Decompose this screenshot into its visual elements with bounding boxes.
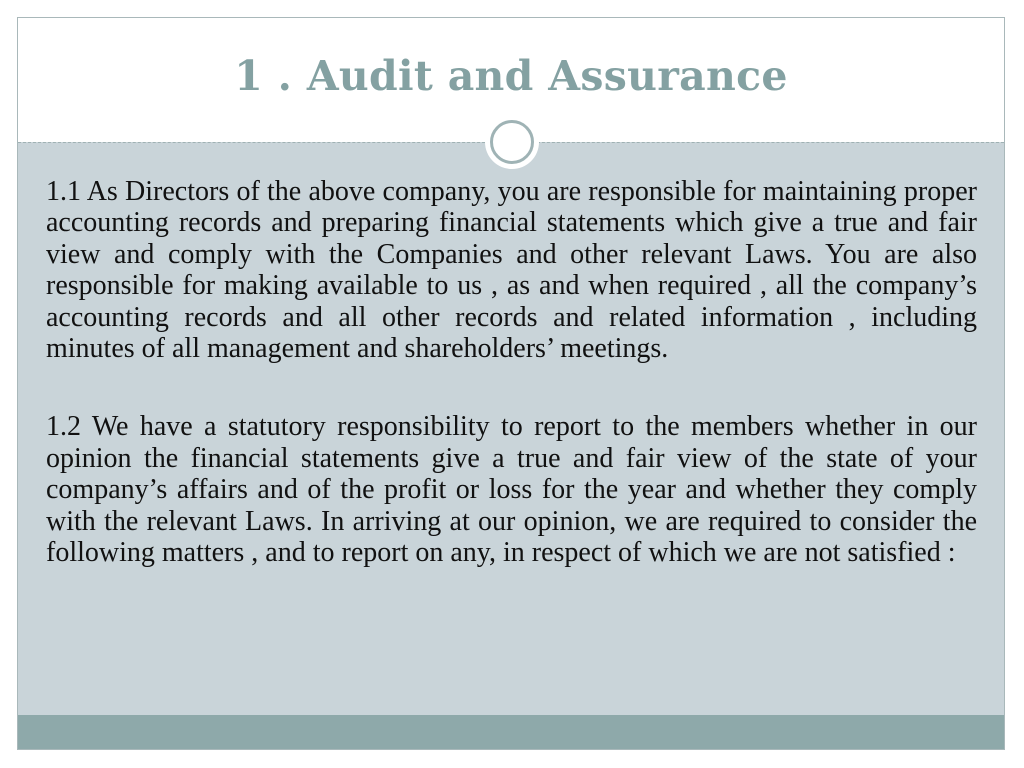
paragraph-1-1: 1.1 As Directors of the above company, you are responsible for maintaining proper accounting records and preparing financial statements which give a true and fair view and comply with the Companies and other relevant Laws. You are also responsible for making available to us , as and when required , all the company’s accounting records and all other records and related information , including minutes of all management and shareholders’ meetings. [46, 176, 977, 365]
slide [17, 17, 1005, 750]
footer-bar [18, 715, 1004, 749]
ornament-ring [490, 120, 534, 164]
slide-title: 1 . Audit and Assurance [234, 52, 788, 100]
circle-ornament-icon [485, 115, 539, 169]
slide-body [46, 176, 977, 568]
paragraph-1-2: 1.2 We have a statutory responsibility to report to the members whether in our opinion the financial statements give a true and fair view of the state of your company’s affairs and of the profit or loss for the year and whether they comply with the relevant Laws. In arriving at our opinion, we are required to consider the following matters , and to report on any, in respect of which we are not satisfied : [46, 411, 977, 569]
